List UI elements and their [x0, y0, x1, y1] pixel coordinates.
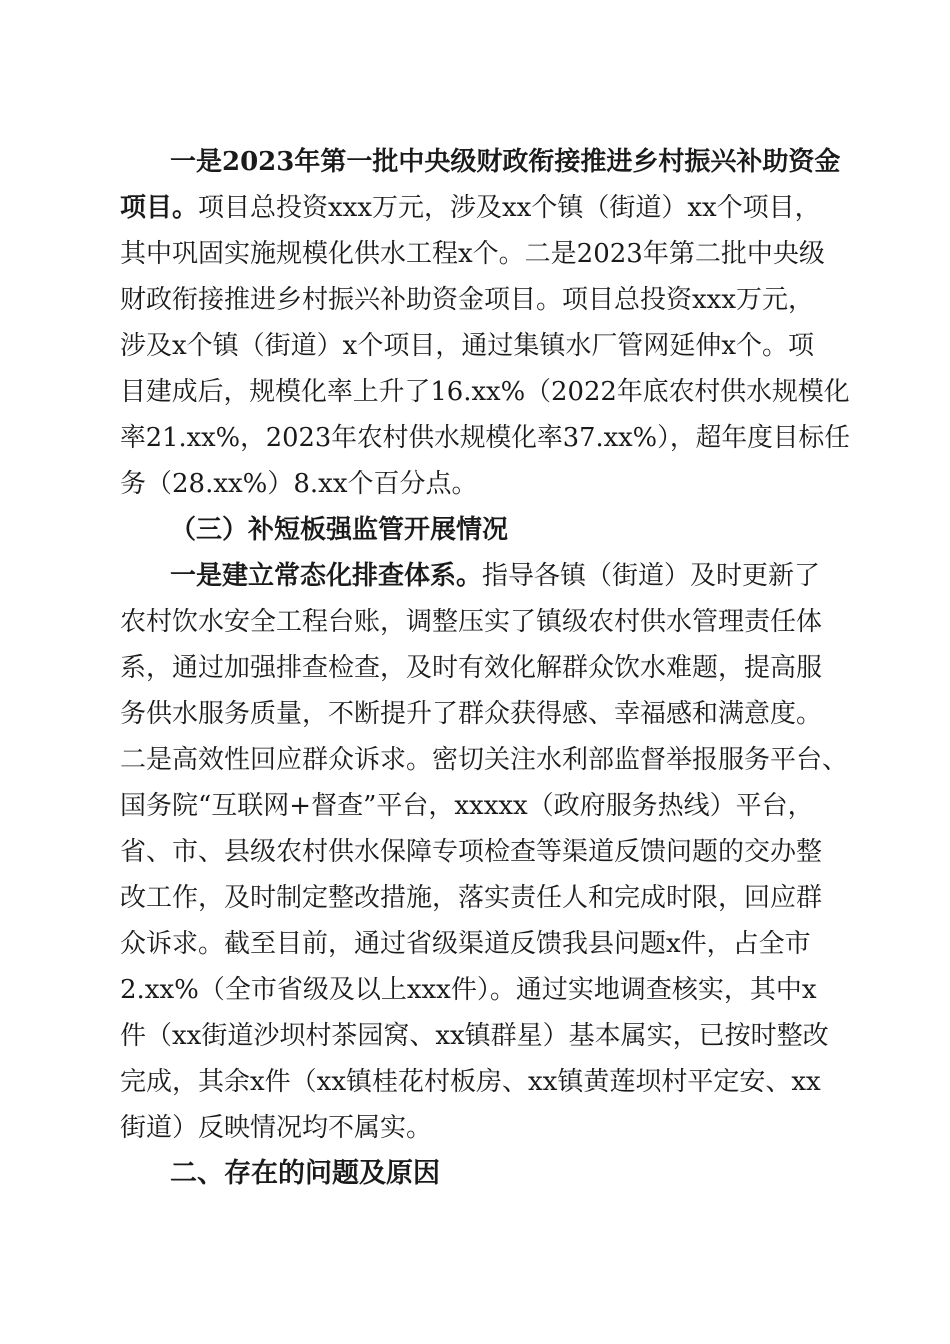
line-text: 街道）反映情况均不属实。	[120, 1113, 433, 1143]
chapter-heading	[170, 1159, 440, 1189]
bold-lead: 一是2023年第一批中央级财政衔接推进乡村振兴补助资金	[170, 147, 841, 177]
line-text: 国务院“互联网+督查”平台，xxxxx（政府服务热线）平台，	[120, 791, 814, 821]
paragraph-line	[120, 1021, 829, 1051]
paragraph-line	[120, 469, 478, 499]
paragraph-line	[120, 285, 814, 315]
line-text: 指导各镇（街道）及时更新了	[482, 561, 821, 591]
line-text: 省、市、县级农村供水保障专项检查等渠道反馈问题的交办整	[120, 837, 823, 867]
line-text: 系，通过加强排查检查，及时有效化解群众饮水难题，提高服	[120, 653, 823, 683]
line-text: 农村饮水安全工程台账，调整压实了镇级农村供水管理责任体	[120, 607, 823, 637]
paragraph-line	[120, 193, 821, 223]
line-text: 改工作，及时制定整改措施，落实责任人和完成时限，回应群	[120, 883, 823, 913]
paragraph-line	[120, 929, 811, 959]
bold-lead: 二、存在的问题及原因	[170, 1158, 440, 1189]
bold-lead: 项目。	[120, 193, 199, 223]
paragraph-line	[120, 791, 814, 821]
line-text: 目建成后，规模化率上升了16.xx%（2022年底农村供水规模化	[120, 377, 850, 407]
line-text: 2.xx%（全市省级及以上xxx件）。通过实地调查核实，其中x	[120, 975, 817, 1005]
paragraph-line	[120, 975, 817, 1005]
paragraph-line	[120, 745, 848, 775]
paragraph-line	[120, 1067, 821, 1097]
paragraph-line	[120, 699, 822, 729]
paragraph-line	[120, 423, 850, 453]
paragraph-line	[120, 239, 825, 269]
line-text: 件（xx街道沙坝村茶园窝、xx镇群星）基本属实，已按时整改	[120, 1021, 829, 1051]
line-text: 其中巩固实施规模化供水工程x个。二是2023年第二批中央级	[120, 239, 825, 269]
paragraph-line	[170, 147, 840, 177]
paragraph-line	[120, 837, 822, 867]
line-text: 财政衔接推进乡村振兴补助资金项目。项目总投资xxx万元，	[120, 285, 814, 315]
line-text: 项目总投资xxx万元，涉及xx个镇（街道）xx个项目，	[198, 193, 821, 223]
line-text: 务（28.xx%）8.xx个百分点。	[120, 469, 478, 499]
paragraph-line	[120, 607, 822, 637]
line-text: 完成，其余x件（xx镇桂花村板房、xx镇黄莲坝村平定安、xx	[120, 1067, 821, 1097]
paragraph-line	[170, 561, 820, 591]
paragraph-line	[120, 1113, 432, 1143]
paragraph-line	[120, 653, 822, 683]
line-text: 众诉求。截至目前，通过省级渠道反馈我县问题x件，占全市	[120, 929, 811, 959]
paragraph-line	[120, 883, 822, 913]
paragraph-line	[120, 331, 814, 361]
bold-lead: （三）补短板强监管开展情况	[170, 515, 509, 545]
line-text: 率21.xx%，2023年农村供水规模化率37.xx%），超年度目标任	[120, 423, 850, 453]
paragraph-line	[120, 377, 850, 407]
line-text: 务供水服务质量，不断提升了群众获得感、幸福感和满意度。	[120, 699, 823, 729]
bold-lead: 一是建立常态化排查体系。	[170, 561, 483, 591]
line-text: 涉及x个镇（街道）x个项目，通过集镇水厂管网延伸x个。项	[120, 331, 814, 361]
line-text: 二是高效性回应群众诉求。密切关注水利部监督举报服务平台、	[120, 745, 849, 775]
section-heading	[170, 515, 508, 545]
